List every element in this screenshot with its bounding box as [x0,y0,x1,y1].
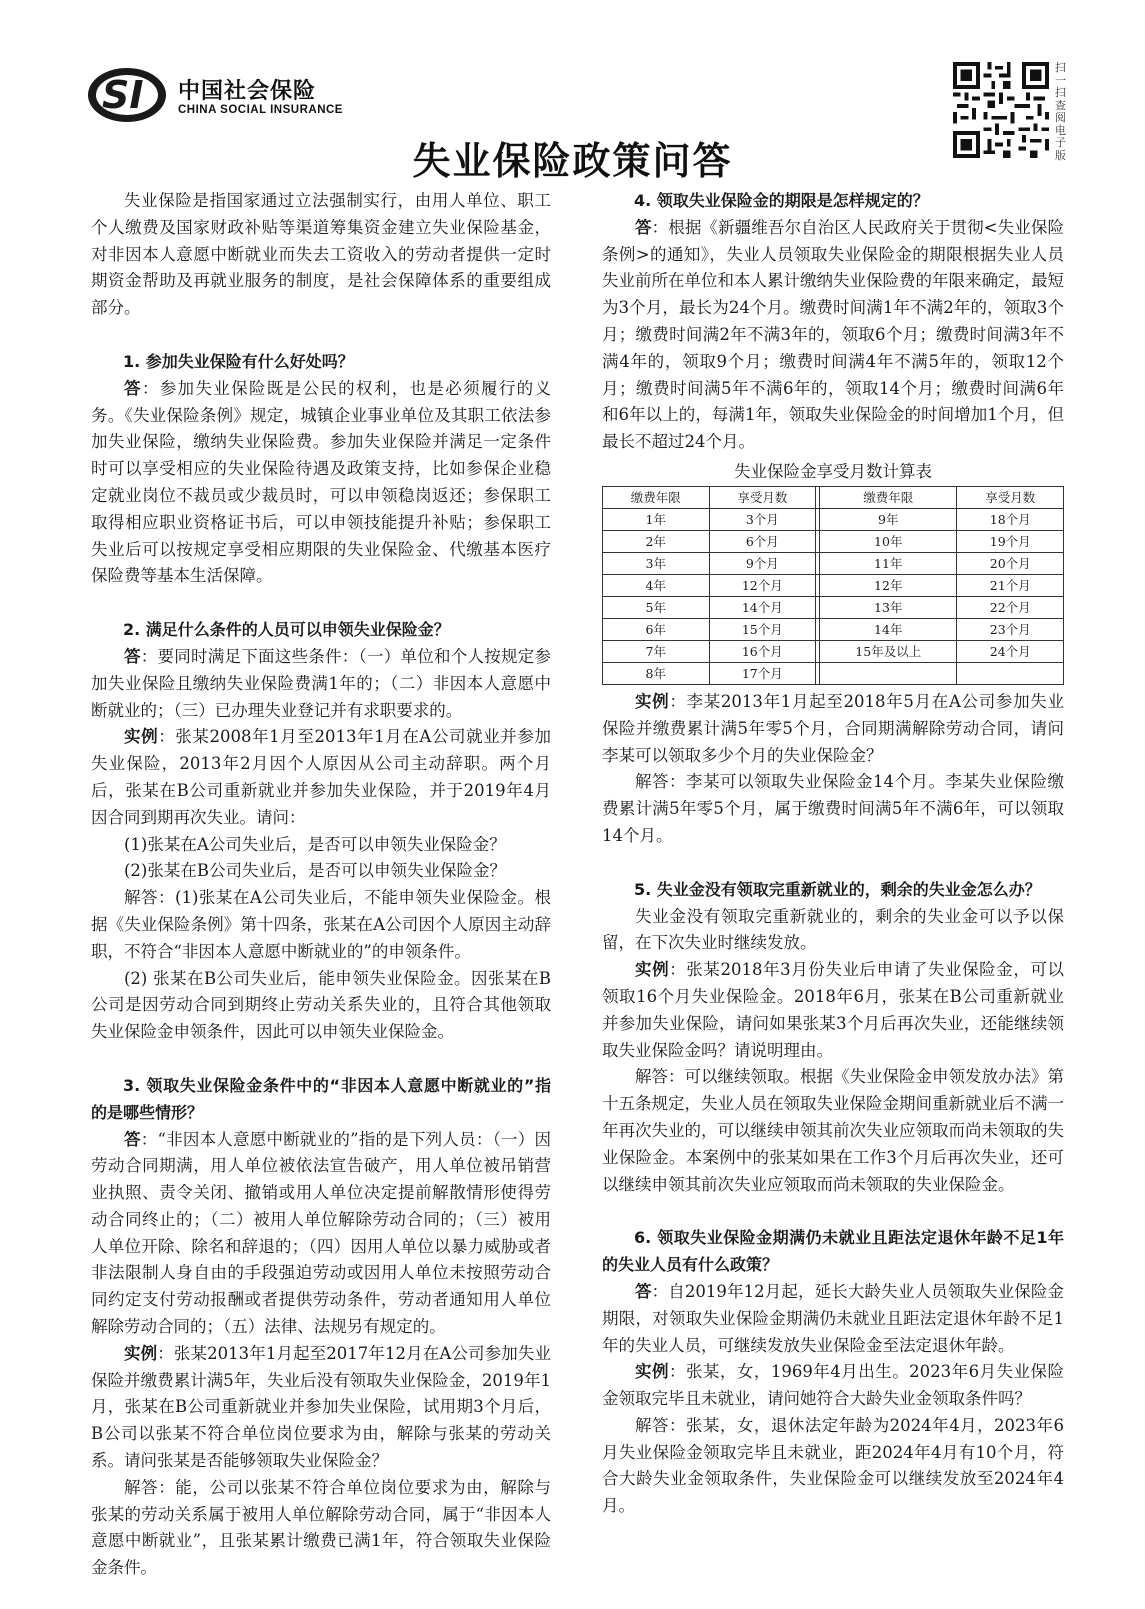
q2-question-b: (2)张某在B公司失业后，是否可以申领失业保险金？ [124,861,506,881]
q3-title: 3. 领取失业保险金条件中的“非因本人意愿中断就业的”指 的是哪些情形？ [91,1075,551,1122]
left-column [91,188,551,1582]
q1-answer: 答：参加失业保险既是公民的权利，也是必须履行的义务。《失业保险条例》规定，城镇企业事业单位及其职工依法参加失业保险，缴纳失业保险费。参加失业保险并满足一定条件时可以享受相应的失业保险待遇及政策支持，比如参保企业稳定就业岗位不裁员或少裁员时，可以申领稳岗返还；参保职工取得相应职业资格证书后，可以申领技能提升补贴；参保职工失业后可以按规定享受相应期限的失业保险金、代缴基本医疗保险费等基本生活保障。 [91,378,552,586]
q2-solution-2: (2) 张某在B公司失业后，能申领失业保险金。因张某在B公司是因劳动合同到期终止劳动关系失业的，且符合其他领取失业保险金申领条件，因此可以申领失业保险金。 [91,968,551,1042]
table-cell: 22个月 [957,596,1064,618]
q4-title: 4. 领取失业保险金的期限是怎样规定的？ [634,191,929,210]
q5-example: 实例：张某2018年3月份失业后申请了失业保险金，可以领取16个月失业保险金。2018年6月，张某在B公司重新就业并参加失业保险，请问如果张某3个月后再次失业，还能继续领取失业保险金吗？请说明理由。 [602,960,1065,1060]
example-label: 实例 [635,960,670,980]
table-header-cell: 享受月数 [957,486,1064,508]
table-cell: 16个月 [709,640,816,662]
q5-solution: 解答：可以继续领取。根据《失业保险金申领发放办法》第十五条规定，失业人员在领取失业保险金期间重新就业后不满一年再次失业的，可以继续申领其前次失业应领取而尚未领取的失业保险金。本案例中的张某如果在工作3个月后再次失业，还可以继续申领其前次失业应领取而尚未领取的失业保险金。 [602,1067,1064,1194]
table-row [603,574,1064,596]
example-label: 实例 [635,1362,669,1382]
q4-solution: 解答：李某可以领取失业保险金14个月。李某失业保险缴费累计满5年零5个月，属于缴费时间满5年不满6年，可以领取14个月。 [602,772,1064,845]
table-cell [957,662,1064,684]
q6-example: 实例：张某，女，1969年4月出生。2023年6月失业保险金领取完毕且未就业，请问她符合大龄失业金领取条件吗？ [602,1362,1065,1409]
table-cell: 7年 [603,640,710,662]
table-cell: 19个月 [957,530,1064,552]
q3-answer: 答：“非因本人意愿中断就业的”指的是下列人员：（一）因劳动合同期满，用人单位被依法宣告破产，用人单位被吊销营业执照、责令关闭、撤销或用人单位决定提前解散情形使得劳动合同终止的；（二）被用人单位解除劳动合同的；（三）被用人单位开除、除名和辞退的；（四）因用人单位以暴力威胁或者非法限制人身自由的手段强迫劳动或因用人单位未按照劳动合同约定支付劳动报酬或者提供劳动条件，劳动者通知用人单位解除劳动合同的；（五）法律、法规另有规定的。 [91,1129,552,1337]
table-header-row [603,486,1064,508]
q5-title: 5. 失业金没有领取完重新就业的，剩余的失业金怎么办？ [634,879,1041,899]
table-cell: 4年 [603,574,710,596]
table-cell [820,662,957,684]
table-body [603,508,1064,684]
example-label: 实例 [124,727,159,747]
table-cell: 3个月 [709,508,816,530]
table-cell: 14个月 [709,596,816,618]
example-label: 实例 [635,691,670,711]
si-logo-icon [86,64,172,126]
example-label: 实例 [124,1343,158,1363]
table-cell: 21个月 [957,574,1064,596]
table-cell: 6年 [603,618,710,640]
table-cell: 9年 [820,508,957,530]
right-column [602,188,1064,1520]
table-header-cell: 缴费年限 [603,486,710,508]
table-cell: 13年 [820,596,957,618]
table-cell: 12年 [820,574,957,596]
q6-answer: 答：自2019年12月起，延长大龄失业人员领取失业保险金期限，对领取失业保险金期满仍未就业且距法定退休年龄不足1年的失业人员，可继续发放失业保险金至法定退休年龄。 [602,1281,1064,1355]
table-row [603,662,1064,684]
table-cell: 14年 [820,618,957,640]
table-header-cell: 缴费年限 [820,486,957,508]
answer-label: 答 [124,378,142,398]
table-cell: 12个月 [709,574,816,596]
q2-example: 实例：张某2008年1月至2013年1月在A公司就业并参加失业保险，2013年2月因个人原因从公司主动辞职。两个月后，张某在B公司重新就业并参加失业保险，并于2019年4月因合同到期再次失业。请问： [91,727,552,827]
answer-label: 答 [124,646,141,666]
table-cell: 1年 [603,508,710,530]
table-cell: 20个月 [957,552,1064,574]
q6-solution: 解答：张某，女，退休法定年龄为2024年4月，2023年6月失业保险金领取完毕且未就业，距2024年4月有10个月，符合大龄失业金领取条件，失业保险金可以继续发放至2024年4月。 [602,1415,1064,1516]
answer-label: 答 [635,217,652,237]
table-cell: 6个月 [709,530,816,552]
table-header-cell: 享受月数 [709,486,816,508]
logo [86,64,346,134]
table-cell: 9个月 [709,552,816,574]
qr-caption: 扫一扫查阅电子版 [1055,61,1066,162]
table-row [603,596,1064,618]
q2-solution-1: 解答：(1)张某在A公司失业后，不能申领失业保险金。根据《失业保险条例》第十四条，张某在A公司因个人原因主动辞职，不符合“非因本人意愿中断就业的”的申领条件。 [91,888,551,961]
table-cell: 3年 [603,552,710,574]
table-cell: 15年及以上 [820,640,957,662]
q2-question-a: (1)张某在A公司失业后，是否可以申领失业保险金？ [124,834,506,854]
q2-answer: 答：要同时满足下面这些条件：（一）单位和个人按规定参加失业保险且缴纳失业保险费满1年的；（二）非因本人意愿中断就业的；（三）已办理失业登记并有求职要求的。 [91,646,551,720]
benefit-months-table [602,486,1064,685]
answer-label: 答 [635,1281,652,1301]
svg-text:SI: SI [102,73,144,117]
q4-example: 实例：李某2013年1月起至2018年5月在A公司参加失业保险并缴费累计满5年零5个月，合同期满解除劳动合同，请问李某可以领取多少个月的失业保险金？ [602,691,1064,765]
table-row [603,640,1064,662]
table-cell: 23个月 [957,618,1064,640]
q3-example: 实例：张某2013年1月起至2017年12月在A公司参加失业保险并缴费累计满5年，失业后没有领取失业保险金，2019年1月，张某在B公司重新就业并参加失业保险，试用期3个月后，B公司以张某不符合单位岗位要求为由，解除与张某的劳动关系。请问张某是否能够领取失业保险金？ [91,1343,551,1471]
table-row [603,618,1064,640]
table-cell: 15个月 [709,618,816,640]
table-cell: 10年 [820,530,957,552]
page-title: 失业保险政策问答 [412,139,733,183]
table-cell: 11年 [820,552,957,574]
table-cell: 18个月 [957,508,1064,530]
q5-answer: 失业金没有领取完重新就业的，剩余的失业金可以予以保留，在下次失业时继续发放。 [602,906,1064,953]
q2-title: 2. 满足什么条件的人员可以申领失业保险金？ [123,620,450,640]
q3-solution: 解答：能，公司以张某不符合单位岗位要求为由，解除与张某的劳动关系属于被用人单位解除劳动合同，属于“非因本人意愿中断就业”，且张某累计缴费已满1年，符合领取失业保险金条件。 [91,1477,551,1578]
table-row [603,552,1064,574]
table-row [603,508,1064,530]
table-title: 失业保险金享受月数计算表 [734,461,932,481]
table-cell: 17个月 [709,662,816,684]
table-cell: 24个月 [957,640,1064,662]
table-cell: 5年 [603,596,710,618]
q4-answer: 答：根据《新疆维吾尔自治区人民政府关于贯彻<失业保险条例>的通知》，失业人员领取失业保险金的期限根据失业人员失业前所在单位和本人累计缴纳失业保险费的年限来确定，最短为3个月，最长为24个月。缴费时间满1年不满2年的，领取3个月；缴费时间满2年不满3年的，领取6个月；缴费时间满3年不满4年的，领取9个月；缴费时间满4年不满5年的，领取12个月；缴费时间满5年不满6年的，领取14个月；缴费时间满6年和6年以上的，每满1年，领取失业保险金的时间增加1个月，但最长不超过24个月。 [602,217,1064,452]
logo-text-cn: 中国社会保险 [178,79,317,104]
logo-text-en: CHINA SOCIAL INSURANCE [178,104,343,116]
intro-paragraph: 失业保险是指国家通过立法强制实行，由用人单位、职工个人缴费及国家财政补贴等渠道筹集资金建立失业保险基金，对非因本人意愿中断就业而失去工资收入的劳动者提供一定时期资金帮助及再就业服务的制度，是社会保障体系的重要组成部分。 [91,191,551,318]
table-cell: 2年 [603,530,710,552]
table-cell: 8年 [603,662,710,684]
answer-label: 答 [124,1129,141,1149]
table-row [603,530,1064,552]
q1-title: 1. 参加失业保险有什么好处吗？ [123,351,354,371]
q6-title: 6. 领取失业保险金期满仍未就业且距法定退休年龄不足1年的失业人员有什么政策？ [602,1228,1064,1275]
